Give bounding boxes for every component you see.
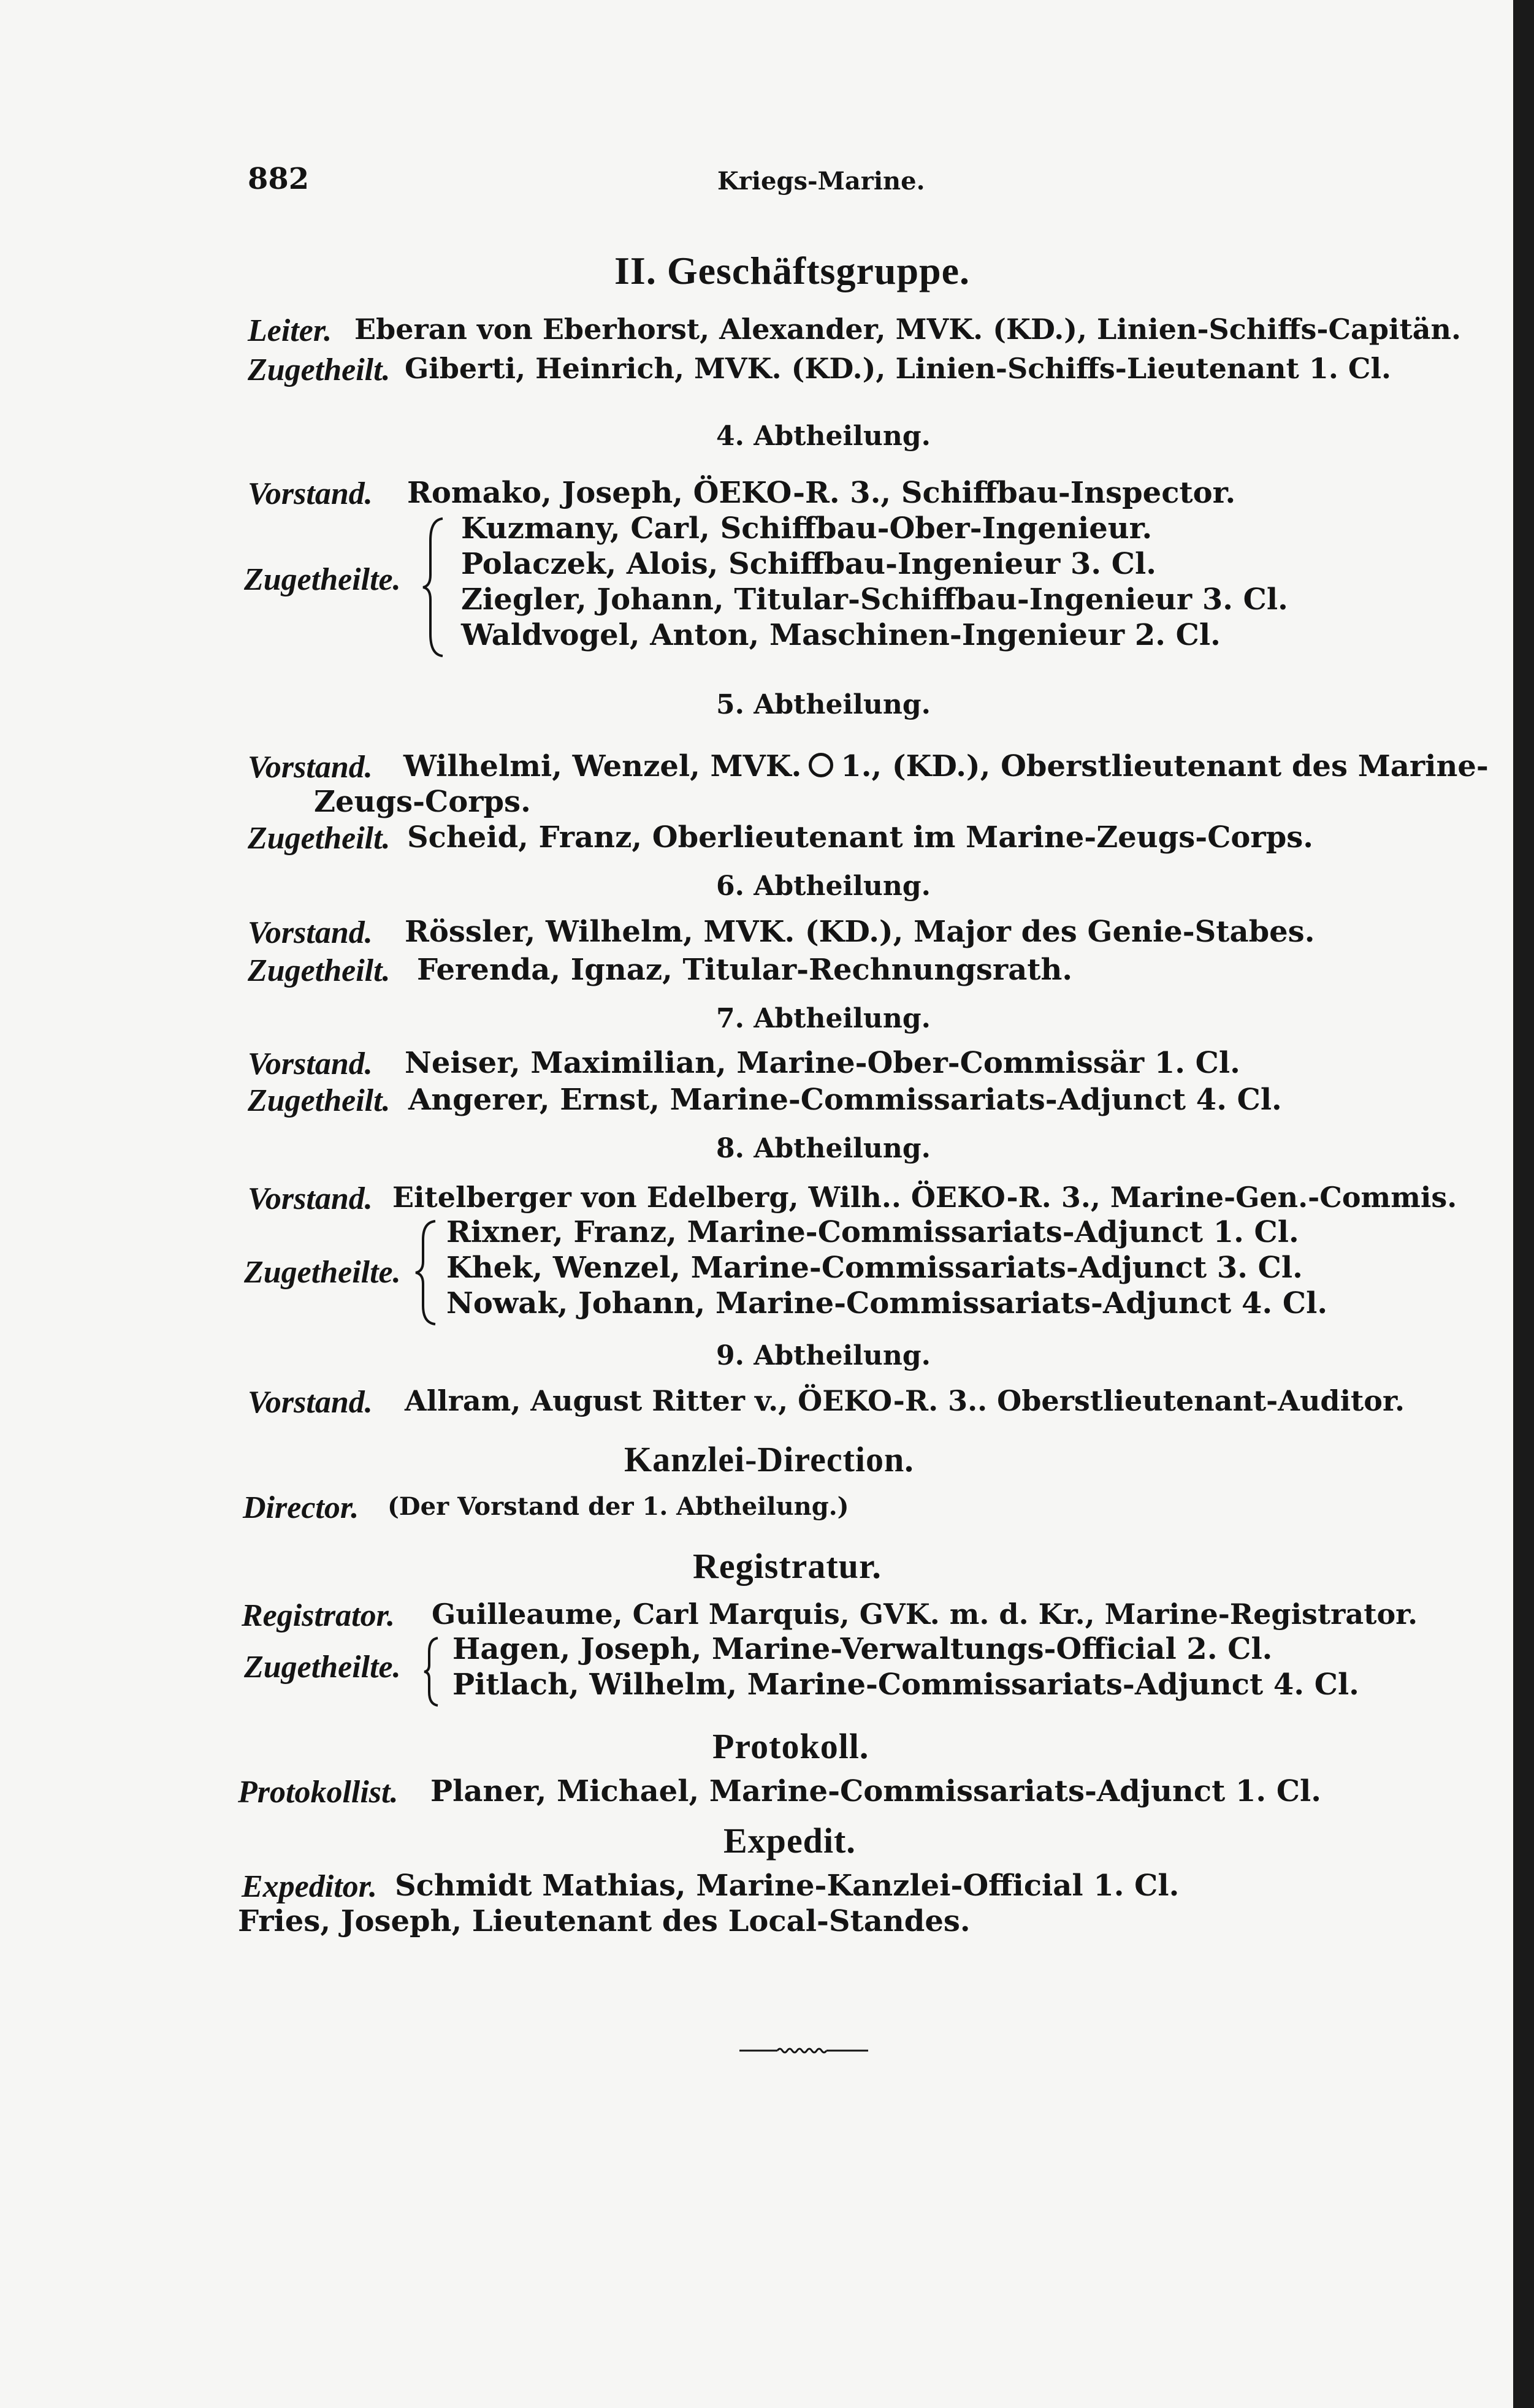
page-edge <box>1513 0 1534 2408</box>
page-number: 882 <box>248 162 310 196</box>
abt4-member-2: Polaczek, Alois, Schiffbau-Ingenieur 3. Cl. <box>461 547 1156 581</box>
abt8-member-1: Rixner, Franz, Marine-Commissariats-Adjunct 1. Cl. <box>446 1215 1299 1249</box>
abt6-zugetheilt-label: Zugetheilt. <box>248 953 391 988</box>
expeditor-label: Expeditor. <box>242 1869 378 1904</box>
abt5-vorstand <box>403 749 1489 783</box>
abt4-member-1: Kuzmany, Carl, Schiffbau-Ober-Ingenieur. <box>461 511 1153 546</box>
abt7-title: 7. Abtheilung. <box>716 1003 931 1034</box>
abt4-brace <box>422 516 446 658</box>
abt9-vorstand-label: Vorstand. <box>248 1385 373 1420</box>
director-text: (Der Vorstand der 1. Abtheilung.) <box>387 1492 849 1521</box>
abt5-vorstand-label: Vorstand. <box>248 750 373 785</box>
abt6-zugetheilt: Ferenda, Ignaz, Titular-Rechnungsrath. <box>417 953 1073 987</box>
abt4-vorstand: Romako, Joseph, ÖEKO-R. 3., Schiffbau-Inspector. <box>407 476 1236 510</box>
abt8-brace <box>414 1219 439 1327</box>
abt7-vorstand: Neiser, Maximilian, Marine-Ober-Commissär 1. Cl. <box>405 1046 1240 1080</box>
registrator-text: Guilleaume, Carl Marquis, GVK. m. d. Kr., Marine-Registrator. <box>432 1598 1418 1631</box>
abt5-zugetheilt: Scheid, Franz, Oberlieutenant im Marine-Zeugs-Corps. <box>407 820 1313 855</box>
abt6-vorstand: Rössler, Wilhelm, MVK. (KD.), Major des Genie-Stabes. <box>405 915 1315 949</box>
abt7-zugetheilt: Angerer, Ernst, Marine-Commissariats-Adjunct 4. Cl. <box>408 1083 1282 1117</box>
registratur-title: Registratur. <box>693 1546 882 1586</box>
abt4-member-3: Ziegler, Johann, Titular-Schiffbau-Ingenieur 3. Cl. <box>461 582 1288 617</box>
abt4-title: 4. Abtheilung. <box>716 421 931 452</box>
expeditor-text: Schmidt Mathias, Marine-Kanzlei-Official 1. Cl. <box>395 1869 1180 1903</box>
abt5-zugetheilt-label: Zugetheilt. <box>248 821 391 856</box>
abt5-title: 5. Abtheilung. <box>716 689 931 720</box>
abt8-title: 8. Abtheilung. <box>716 1133 931 1164</box>
expedit-title: Expedit. <box>723 1821 856 1861</box>
end-ornament <box>739 2045 868 2055</box>
abt5-vorstand-b: 1., (KD.), Oberstlieutenant des Marine- <box>841 749 1489 783</box>
protokoll-title: Protokoll. <box>712 1726 869 1766</box>
abt8-member-3: Nowak, Johann, Marine-Commissariats-Adjunct 4. Cl. <box>446 1286 1328 1320</box>
registrator-label: Registrator. <box>242 1598 395 1633</box>
abt4-vorstand-label: Vorstand. <box>248 476 373 511</box>
abt9-vorstand: Allram, August Ritter v., ÖEKO-R. 3.. Oberstlieutenant-Auditor. <box>405 1384 1405 1417</box>
abt8-member-2: Khek, Wenzel, Marine-Commissariats-Adjunct 3. Cl. <box>446 1251 1303 1285</box>
leiter-label: Leiter. <box>248 313 332 348</box>
registratur-member-2: Pitlach, Wilhelm, Marine-Commissariats-Adjunct 4. Cl. <box>452 1667 1359 1702</box>
order-circle-icon <box>809 753 833 777</box>
abt5-vorstand-a: Wilhelmi, Wenzel, MVK. <box>403 749 802 783</box>
registratur-brace <box>423 1636 441 1708</box>
abt6-title: 6. Abtheilung. <box>716 871 931 902</box>
abt7-zugetheilt-label: Zugetheilt. <box>248 1083 391 1118</box>
zugetheilt-text: Giberti, Heinrich, MVK. (KD.), Linien-Schiffs-Lieutenant 1. Cl. <box>405 352 1392 385</box>
zugetheilt-label: Zugetheilt. <box>248 352 391 387</box>
abt8-zugetheilte-label: Zugetheilte. <box>244 1255 401 1290</box>
kanzlei-title: Kanzlei-Direction. <box>624 1439 914 1479</box>
abt4-zugetheilte-label: Zugetheilte. <box>244 562 401 597</box>
abt7-vorstand-label: Vorstand. <box>248 1046 373 1081</box>
registratur-zugetheilte-label: Zugetheilte. <box>244 1650 401 1685</box>
abt6-vorstand-label: Vorstand. <box>248 915 373 950</box>
director-label: Director. <box>243 1490 359 1525</box>
abt8-vorstand-label: Vorstand. <box>248 1181 373 1216</box>
leiter-text: Eberan von Eberhorst, Alexander, MVK. (KD.), Linien-Schiffs-Capitän. <box>354 313 1462 346</box>
protokollist-text: Planer, Michael, Marine-Commissariats-Adjunct 1. Cl. <box>430 1774 1321 1808</box>
abt9-title: 9. Abtheilung. <box>716 1340 931 1371</box>
abt5-vorstand-cont: Zeugs-Corps. <box>314 785 531 819</box>
group-title: II. Geschäftsgruppe. <box>614 249 971 292</box>
registratur-member-1: Hagen, Joseph, Marine-Verwaltungs-Official 2. Cl. <box>452 1632 1273 1666</box>
abt8-vorstand: Eitelberger von Edelberg, Wilh.. ÖEKO-R. 3., Marine-Gen.-Commis. <box>392 1181 1457 1214</box>
expedit-line-2: Fries, Joseph, Lieutenant des Local-Standes. <box>238 1904 971 1938</box>
protokollist-label: Protokollist. <box>238 1775 399 1810</box>
abt4-member-4: Waldvogel, Anton, Maschinen-Ingenieur 2. Cl. <box>461 618 1221 652</box>
running-title: Kriegs-Marine. <box>717 167 925 196</box>
